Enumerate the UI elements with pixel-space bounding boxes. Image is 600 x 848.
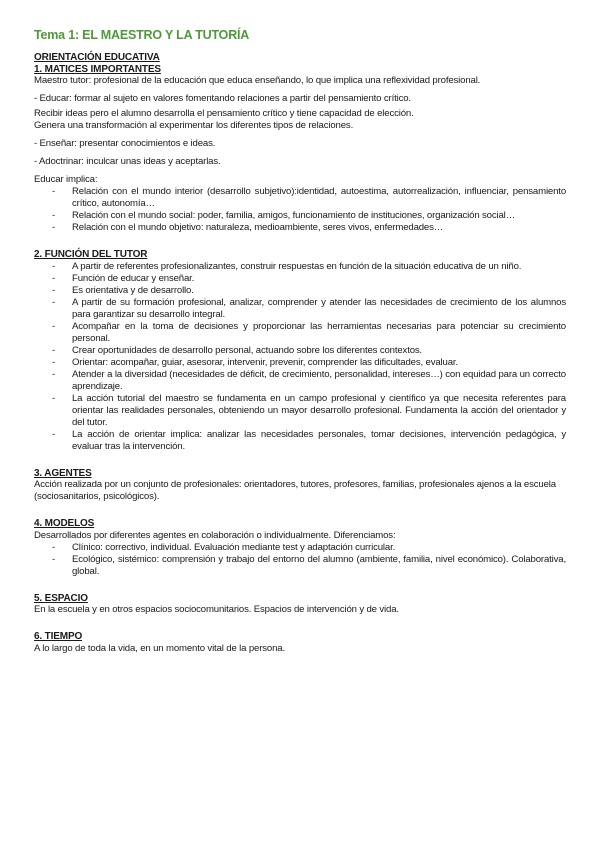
list-item: - Acompañar en la toma de decisiones y proporcionar las herramientas necesarias para potenciar su crecimiento personal. xyxy=(72,321,566,345)
section-funcion-tutor xyxy=(34,249,566,453)
list-item: - A partir de su formación profesional, analizar, comprender y atender las necesidades de crecimiento de los alumnos para garantizar su desarrollo integral. xyxy=(72,297,566,321)
document-title: Tema 1: EL MAESTRO Y LA TUTORÍA xyxy=(34,28,250,42)
paragraph: Maestro tutor: profesional de la educación que educa enseñando, lo que implica una reflexividad profesional. xyxy=(34,75,481,86)
list xyxy=(34,542,566,578)
list-item: - Crear oportunidades de desarrollo personal, actuando sobre los diferentes contextos. xyxy=(72,345,566,357)
heading-funcion-tutor: 2. FUNCIÓN DEL TUTOR xyxy=(34,249,148,260)
paragraph: Acción realizada por un conjunto de profesionales: orientadores, tutores, profesores, familias, profesionales ajenos a la escuela (sociosanitarios, psicológicos). xyxy=(34,479,556,502)
heading-modelos: 4. MODELOS xyxy=(34,518,95,529)
list-item: - La acción tutorial del maestro se fundamenta en un campo profesional y científico ya que necesita referentes para orientar las realidades personales, obteniendo un mayor desarrollo profesional. Fundamenta la acción del orientador y del tutor. xyxy=(72,393,566,429)
list xyxy=(34,261,566,453)
list-item: - Es orientativa y de desarrollo. xyxy=(72,285,566,297)
list-item: - Función de educar y enseñar. xyxy=(72,273,566,285)
paragraph: En la escuela y en otros espacios sociocomunitarios. Espacios de intervención y de vida. xyxy=(34,604,399,615)
section-tiempo xyxy=(34,631,566,655)
list-item: - Relación con el mundo objetivo: naturaleza, medioambiente, seres vivos, enfermedades… xyxy=(72,222,566,234)
list-item: - Clínico: correctivo, individual. Evaluación mediante test y adaptación curricular. xyxy=(72,542,566,554)
list-item: - A partir de referentes profesionalizantes, construir respuestas en función de la situación educativa de un niño. xyxy=(72,261,566,273)
heading-matices-importantes: 1. MATICES IMPORTANTES xyxy=(34,63,161,75)
paragraph: Genera una transformación al experimentar los diferentes tipos de relaciones. xyxy=(34,120,354,131)
paragraph: Educar implica: xyxy=(34,174,98,185)
paragraph: - Enseñar: presentar conocimientos e ideas. xyxy=(34,138,216,149)
paragraph: Recibir ideas pero el alumno desarrolla el pensamiento crítico y tiene capacidad de elección. xyxy=(34,108,414,119)
section-matices xyxy=(34,52,566,234)
list-item: - La acción de orientar implica: analizar las necesidades personales, tomar decisiones, intervención pedagógica, y evaluar tras la intervención. xyxy=(72,429,566,453)
paragraph: Desarrollados por diferentes agentes en colaboración o individualmente. Diferenciamos: xyxy=(34,529,396,541)
list xyxy=(34,186,566,234)
list-item: - Relación con el mundo interior (desarrollo subjetivo):identidad, autoestima, autorrealización, influenciar, pensamiento crítico, autonomía… xyxy=(72,186,566,210)
heading-tiempo: 6. TIEMPO xyxy=(34,631,83,642)
list-item: - Orientar: acompañar, guiar, asesorar, intervenir, prevenir, comprender las dificultades, evaluar. xyxy=(72,357,566,369)
list-item: - Relación con el mundo social: poder, familia, amigos, funcionamiento de instituciones, organización social… xyxy=(72,210,566,222)
paragraph: A lo largo de toda la vida, en un momento vital de la persona. xyxy=(34,642,285,654)
section-espacio xyxy=(34,593,566,617)
paragraph: - Adoctrinar: inculcar unas ideas y aceptarlas. xyxy=(34,156,221,167)
list-item: - Ecológico, sistémico: comprensión y trabajo del entorno del alumno (ambiente, familia, nivel económico). Colaborativa, global. xyxy=(72,554,566,578)
heading-agentes: 3. AGENTES xyxy=(34,467,92,479)
paragraph: - Educar: formar al sujeto en valores fomentando relaciones a partir del pensamiento crítico. xyxy=(34,93,411,104)
heading-orientacion-educativa: ORIENTACIÓN EDUCATIVA xyxy=(34,52,160,63)
heading-espacio: 5. ESPACIO xyxy=(34,592,88,604)
list-item: - Atender a la diversidad (necesidades de déficit, de crecimiento, personalidad, intereses…) con equidad para un correcto aprendizaje. xyxy=(72,369,566,393)
section-modelos xyxy=(34,518,566,578)
section-agentes xyxy=(34,468,566,504)
